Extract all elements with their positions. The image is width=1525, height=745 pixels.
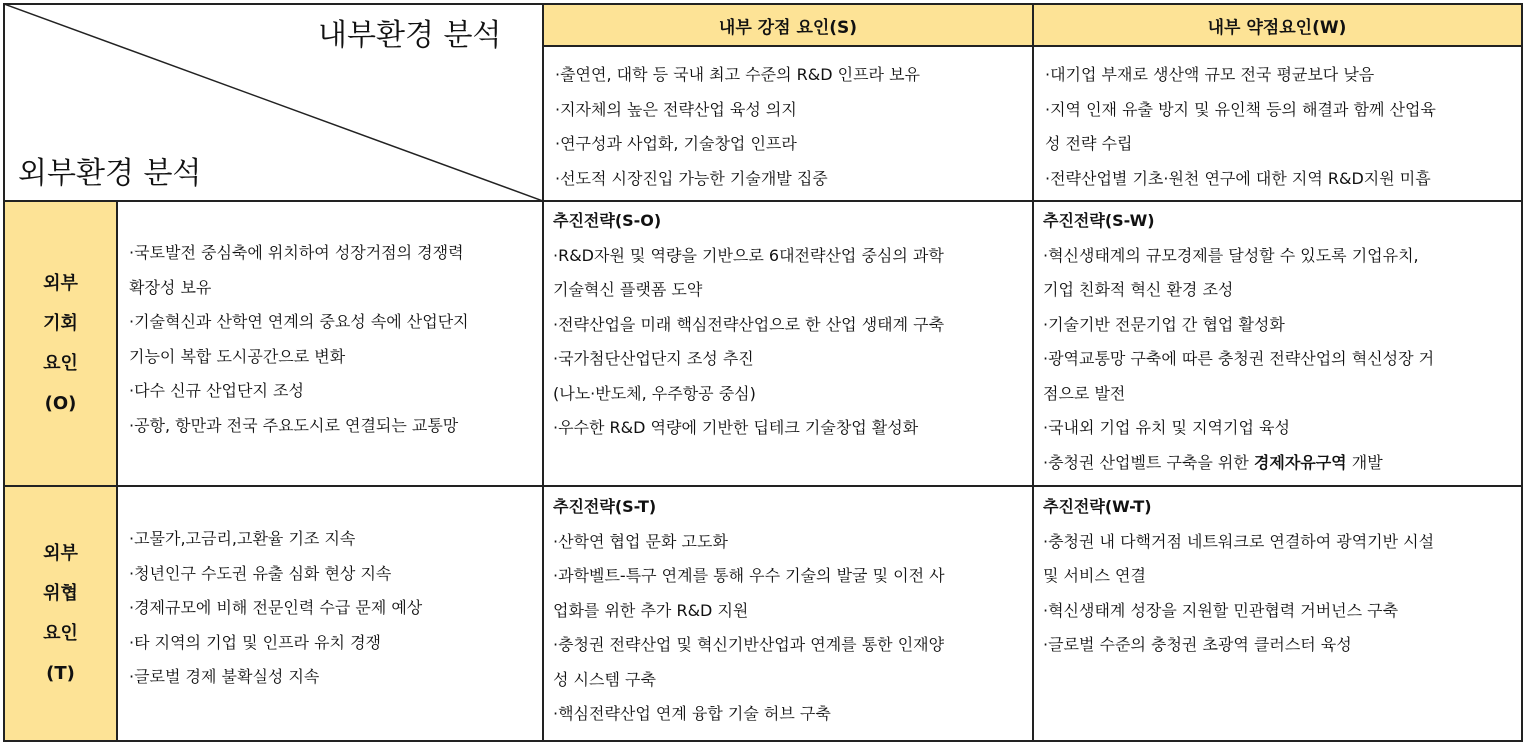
list-item: ·글로벌 경제 불확실성 지속	[129, 667, 320, 686]
wt-title: 추진전략(W-T)	[1043, 497, 1152, 516]
list-item: ·충청권 전략산업 및 혁신기반산업과 연계를 통한 인재양	[553, 635, 945, 654]
corner-external-label: 외부환경 분석	[18, 156, 202, 191]
col-divider-2	[1032, 3, 1034, 742]
list-item: ·국토발전 중심축에 위치하여 성장거점의 경쟁력	[129, 243, 464, 262]
threat-label-3: 요인	[43, 622, 78, 644]
border-right	[1521, 3, 1523, 742]
list-item: 점으로 발전	[1043, 383, 1126, 403]
wo-title: 추진전략(S-W)	[1043, 211, 1155, 230]
list-item: ·지자체의 높은 전략산업 육성 의지	[555, 99, 797, 119]
list-item: 성 전략 수립	[1045, 134, 1133, 153]
list-item: ·기술혁신과 산학연 연계의 중요성 속에 산업단지	[129, 312, 469, 331]
col-divider-side	[116, 200, 118, 742]
weakness-header-label: 내부 약점요인(W)	[1207, 17, 1347, 38]
opportunity-label-3: 요인	[43, 352, 78, 374]
list-item: ·선도적 시장진입 가능한 기술개발 집중	[555, 168, 828, 188]
list-item: ·과학벨트-특구 연계를 통해 우수 기술의 발굴 및 이전 사	[553, 566, 945, 585]
wo-last-suffix: 개발	[1346, 452, 1383, 472]
opportunity-label-cell	[4, 201, 117, 486]
st-title: 추진전략(S-T)	[553, 497, 657, 516]
list-item: ·공항, 항만과 전국 주요도시로 연결되는 교통망	[129, 415, 459, 435]
row-divider-1	[3, 200, 1522, 202]
strength-header-label: 내부 강점 요인(S)	[718, 17, 858, 38]
corner-internal-label: 내부환경 분석	[318, 18, 502, 53]
list-item: ·혁신생태계 성장을 지원할 민관협력 거버넌스 구축	[1043, 600, 1399, 620]
list-item: ·고물가,고금리,고환율 기조 지속	[129, 529, 356, 548]
list-item: ·기술기반 전문기업 간 협업 활성화	[1043, 314, 1285, 334]
wo-last-prefix: ·충청권 산업벨트 구축을 위한	[1043, 452, 1254, 472]
list-item: 기업 친화적 혁신 환경 조성	[1043, 280, 1234, 299]
list-item: ·국가첨단산업단지 조성 추진	[553, 349, 754, 368]
list-item: ·글로벌 수준의 충청권 초광역 클러스터 육성	[1043, 635, 1352, 654]
so-strategy	[543, 204, 1033, 446]
list-item: 기능이 복합 도시공간으로 변화	[129, 346, 346, 366]
list-item: (나노·반도체, 우주항공 중심)	[553, 383, 756, 403]
list-item: ·경제규모에 비해 전문인력 수급 문제 예상	[129, 598, 423, 617]
list-item: 기술혁신 플랫폼 도약	[553, 280, 703, 299]
border-left	[3, 3, 5, 742]
list-item: ·지역 인재 유출 방지 및 유인책 등의 해결과 함께 산업육	[1045, 99, 1436, 119]
list-item: ·충청권 내 다핵거점 네트워크로 연결하여 광역기반 시설	[1043, 531, 1435, 551]
list-item: ·혁신생태계의 규모경제를 달성할 수 있도록 기업유치,	[1043, 245, 1419, 265]
list-item: ·다수 신규 산업단지 조성	[129, 381, 304, 400]
wo-last-bold: 경제자유구역	[1253, 452, 1347, 472]
wt-strategy	[1033, 490, 1521, 663]
wo-strategy	[1033, 204, 1521, 480]
st-strategy	[543, 490, 1033, 732]
list-item: ·R&D자원 및 역량을 기반으로 6대전략산업 중심의 과학	[553, 245, 944, 265]
weaknesses-list	[1033, 58, 1521, 196]
border-top	[3, 3, 1522, 5]
list-item: ·전략산업을 미래 핵심전략산업으로 한 산업 생태계 구축	[553, 314, 945, 334]
list-item: 성 시스템 구축	[553, 669, 656, 689]
list-item: ·타 지역의 기업 및 인프라 유치 경쟁	[129, 632, 381, 652]
so-title: 추진전략(S-O)	[553, 211, 662, 230]
list-item: 및 서비스 연결	[1043, 566, 1146, 585]
row-divider-2	[3, 485, 1522, 487]
opportunity-label-1: 외부	[43, 272, 78, 294]
opportunity-list	[117, 236, 543, 443]
threat-label-4: (T)	[46, 662, 75, 684]
border-bottom	[3, 740, 1522, 742]
opportunity-label-4: (O)	[44, 392, 77, 414]
threat-label-1: 외부	[43, 542, 78, 564]
list-item: ·국내외 기업 유치 및 지역기업 육성	[1043, 418, 1290, 437]
weakness-header	[1033, 4, 1521, 46]
threat-list	[117, 522, 543, 695]
list-item: 확장성 보유	[129, 277, 212, 297]
col-divider-1	[542, 3, 544, 742]
opportunity-label-2: 기회	[43, 312, 78, 334]
list-item	[1043, 446, 1515, 481]
strengths-list	[543, 58, 1033, 196]
threat-label-2: 위협	[43, 582, 78, 604]
list-item: ·우수한 R&D 역량에 기반한 딥테크 기술창업 활성화	[553, 418, 919, 437]
list-item: ·산학연 협업 문화 고도화	[553, 531, 728, 551]
list-item: ·핵심전략산업 연계 융합 기술 허브 구축	[553, 704, 831, 723]
list-item: ·전략산업별 기초·원천 연구에 대한 지역 R&D지원 미흡	[1045, 168, 1431, 188]
strength-header	[543, 4, 1033, 46]
list-item: ·연구성과 사업화, 기술창업 인프라	[555, 134, 797, 153]
list-item: ·청년인구 수도권 유출 심화 현상 지속	[129, 563, 392, 583]
list-item: ·대기업 부재로 생산액 규모 전국 평균보다 낮음	[1045, 65, 1375, 84]
list-item: ·광역교통망 구축에 따른 충청권 전략산업의 혁신성장 거	[1043, 349, 1435, 368]
threat-label-cell	[4, 486, 117, 741]
list-item: 업화를 위한 추가 R&D 지원	[553, 600, 749, 620]
list-item: ·출연연, 대학 등 국내 최고 수준의 R&D 인프라 보유	[555, 65, 920, 84]
